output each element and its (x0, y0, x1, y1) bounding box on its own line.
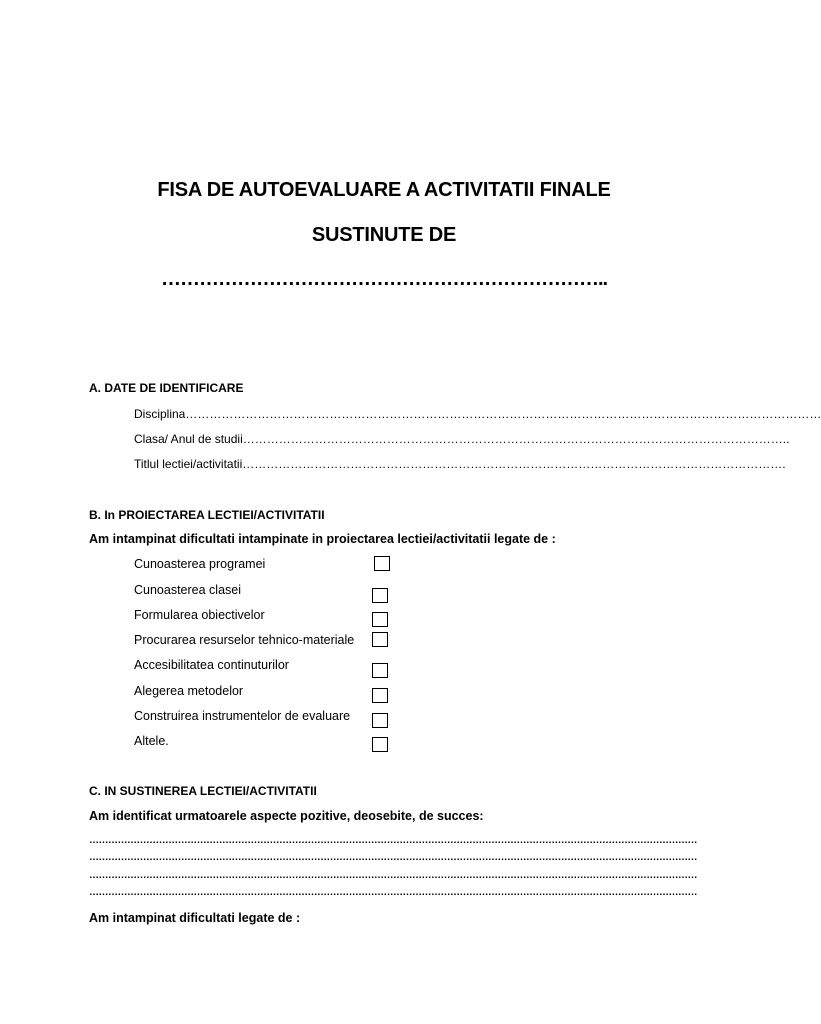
field-disciplina[interactable]: Disciplina…………………………………………………………………………………………………………………………………………… (134, 407, 821, 421)
section-a-heading: A. DATE DE IDENTIFICARE (89, 381, 244, 395)
option-label: Cunoasterea clasei (134, 583, 242, 597)
section-c-heading: C. IN SUSTINEREA LECTIEI/ACTIVITATII (89, 784, 317, 798)
document-subtitle: SUSTINUTE DE (311, 224, 457, 246)
option-label: Altele. (134, 734, 169, 748)
checkbox-formularea-obiectivelor[interactable] (372, 612, 388, 627)
field-titlul-lectiei[interactable]: Titlul lectiei/activitatii………………………………………………………………………………………………………………………. (134, 457, 786, 471)
name-placeholder[interactable]: …………………………………………………………….. (160, 268, 608, 290)
checkbox-construirea-instrumentelor[interactable] (372, 713, 388, 728)
checkbox-cunoasterea-programei[interactable] (374, 556, 390, 571)
option-label: Accesibilitatea continuturilor (134, 658, 289, 672)
answer-line[interactable]: ………………………………………………………………………………………………………………………………………………………………………… (89, 835, 697, 846)
option-label: Formularea obiectivelor (134, 608, 265, 622)
option-label: Cunoasterea programei (134, 557, 266, 571)
section-c-intro: Am identificat urmatoarele aspecte pozitive, deosebite, de succes: (89, 809, 484, 823)
answer-line[interactable]: ………………………………………………………………………………………………………………………………………………………………………… (89, 870, 697, 881)
option-label: Alegerea metodelor (134, 684, 244, 698)
checkbox-alegerea-metodelor[interactable] (372, 688, 388, 703)
answer-line[interactable]: ………………………………………………………………………………………………………………………………………………………………………… (89, 852, 697, 863)
checkbox-procurarea-resurselor[interactable] (372, 632, 388, 647)
option-label: Procurarea resurselor tehnico-materiale (134, 633, 355, 647)
document-title: FISA DE AUTOEVALUARE A ACTIVITATII FINALE (157, 179, 611, 201)
section-b-heading: B. In PROIECTAREA LECTIEI/ACTIVITATII (89, 508, 325, 522)
section-b-intro: Am intampinat dificultati intampinate in proiectarea lectiei/activitatii legate de : (89, 532, 556, 546)
checkbox-altele[interactable] (372, 737, 388, 752)
answer-line[interactable]: ………………………………………………………………………………………………………………………………………………………………………… (89, 887, 697, 898)
field-clasa-anul[interactable]: Clasa/ Anul de studii……………………………………………………………………………………………………………………….. (134, 432, 790, 446)
section-c-difficulties: Am intampinat dificultati legate de : (89, 911, 301, 925)
checkbox-cunoasterea-clasei[interactable] (372, 588, 388, 603)
checkbox-accesibilitatea-continuturilor[interactable] (372, 663, 388, 678)
option-label: Construirea instrumentelor de evaluare (134, 709, 351, 723)
